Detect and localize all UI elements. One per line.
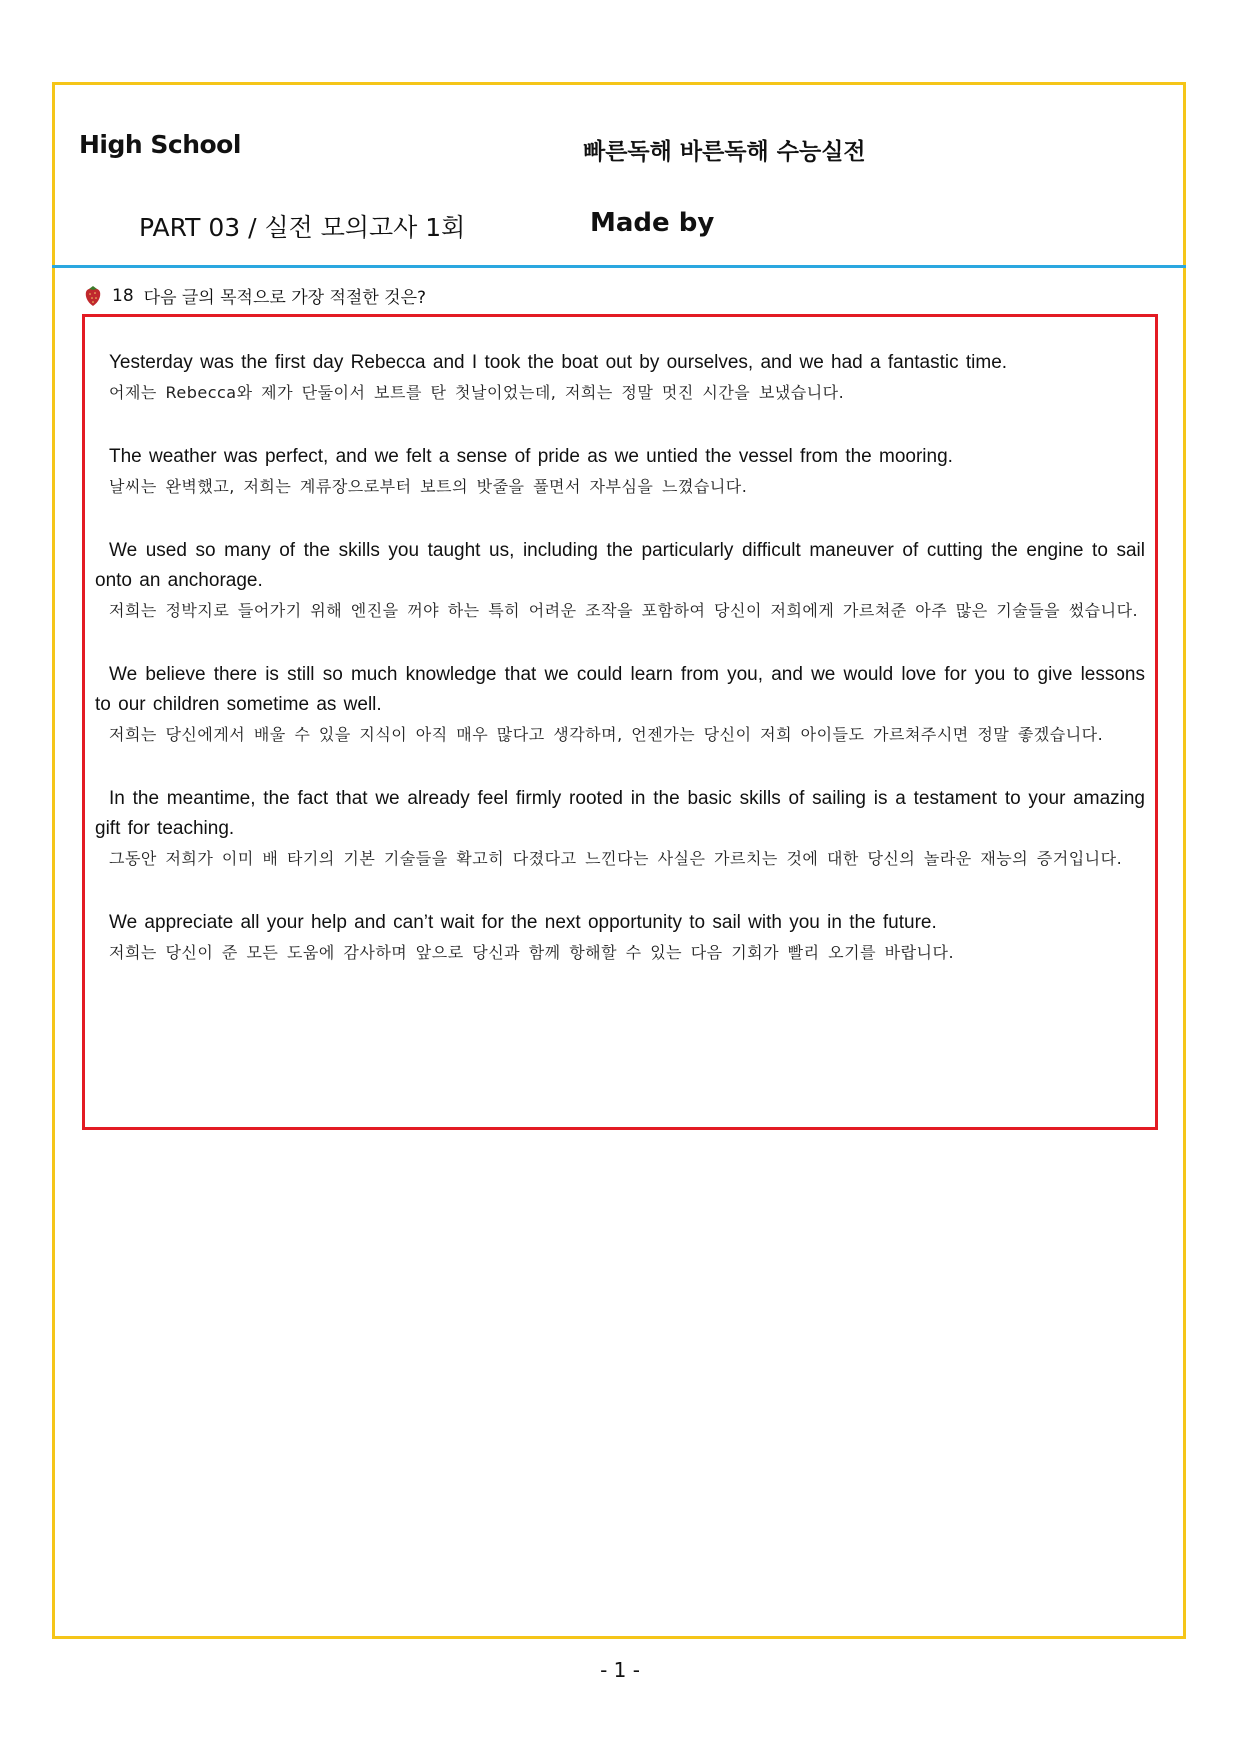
header-book-title: 빠른독해 바른독해 수능실전: [583, 139, 866, 165]
passage-english: Yesterday was the first day Rebecca and I took the boat out by ourselves, and we had a fantastic time.: [109, 352, 1008, 373]
header-school-level: High School: [79, 130, 241, 159]
passage-korean: 그동안 저희가 이미 배 타기의 기본 기술들을 확고히 다졌다고 느낀다는 사실은 가르치는 것에 대한 당신의 놀라운 재능의 증거입니다.: [109, 849, 1123, 868]
passage-english: We used so many of the skills you taught us, including the particularly difficult maneuver of cutting the engine to sail onto an anchorage.: [95, 540, 1145, 591]
passage-paragraph: [95, 348, 1145, 408]
passage-korean: 날씨는 완벽했고, 저희는 계류장으로부터 보트의 밧줄을 풀면서 자부심을 느꼈습니다.: [109, 477, 748, 496]
passage-paragraph: [95, 442, 1145, 502]
passage-paragraph: [95, 536, 1145, 626]
passage-korean: 저희는 당신에게서 배울 수 있을 지식이 아직 매우 많다고 생각하며, 언젠가는 당신이 저희 아이들도 가르쳐주시면 정말 좋겠습니다.: [109, 725, 1104, 744]
question-text: 다음 글의 목적으로 가장 적절한 것은?: [143, 288, 427, 308]
passage-english: We appreciate all your help and can’t wait for the next opportunity to sail with you in the future.: [109, 912, 937, 933]
passage-paragraph: [95, 784, 1145, 874]
passage-korean: 어제는 Rebecca와 제가 단둘이서 보트를 탄 첫날이었는데, 저희는 정말 멋진 시간을 보냈습니다.: [109, 383, 845, 402]
header-part-label: PART 03 / 실전 모의고사 1회: [139, 213, 466, 242]
passage-english: We believe there is still so much knowledge that we could learn from you, and we would love for you to give lessons to our children sometime as well.: [95, 664, 1145, 715]
passage-korean: 저희는 당신이 준 모든 도움에 감사하며 앞으로 당신과 함께 항해할 수 있는 다음 기회가 빨리 오기를 바랍니다.: [109, 943, 955, 962]
passage-paragraph: [95, 660, 1145, 750]
strawberry-icon: [84, 285, 102, 307]
passage-korean: 저희는 정박지로 들어가기 위해 엔진을 꺼야 하는 특히 어려운 조작을 포함하여 당신이 저희에게 가르쳐준 아주 많은 기술들을 썼습니다.: [109, 601, 1139, 620]
passage-english: The weather was perfect, and we felt a sense of pride as we untied the vessel from the mooring.: [109, 446, 953, 467]
header-made-by: Made by: [590, 208, 715, 238]
question-number: 18: [112, 285, 134, 306]
page-number: - 1 -: [600, 1658, 640, 1682]
header-divider: [52, 265, 1186, 268]
passage-english: In the meantime, the fact that we already feel firmly rooted in the basic skills of sailing is a testament to your amazing gift for teaching.: [95, 788, 1145, 839]
passage-paragraph: [95, 908, 1145, 968]
question-heading: [84, 283, 426, 308]
passage-box: [82, 314, 1158, 1130]
